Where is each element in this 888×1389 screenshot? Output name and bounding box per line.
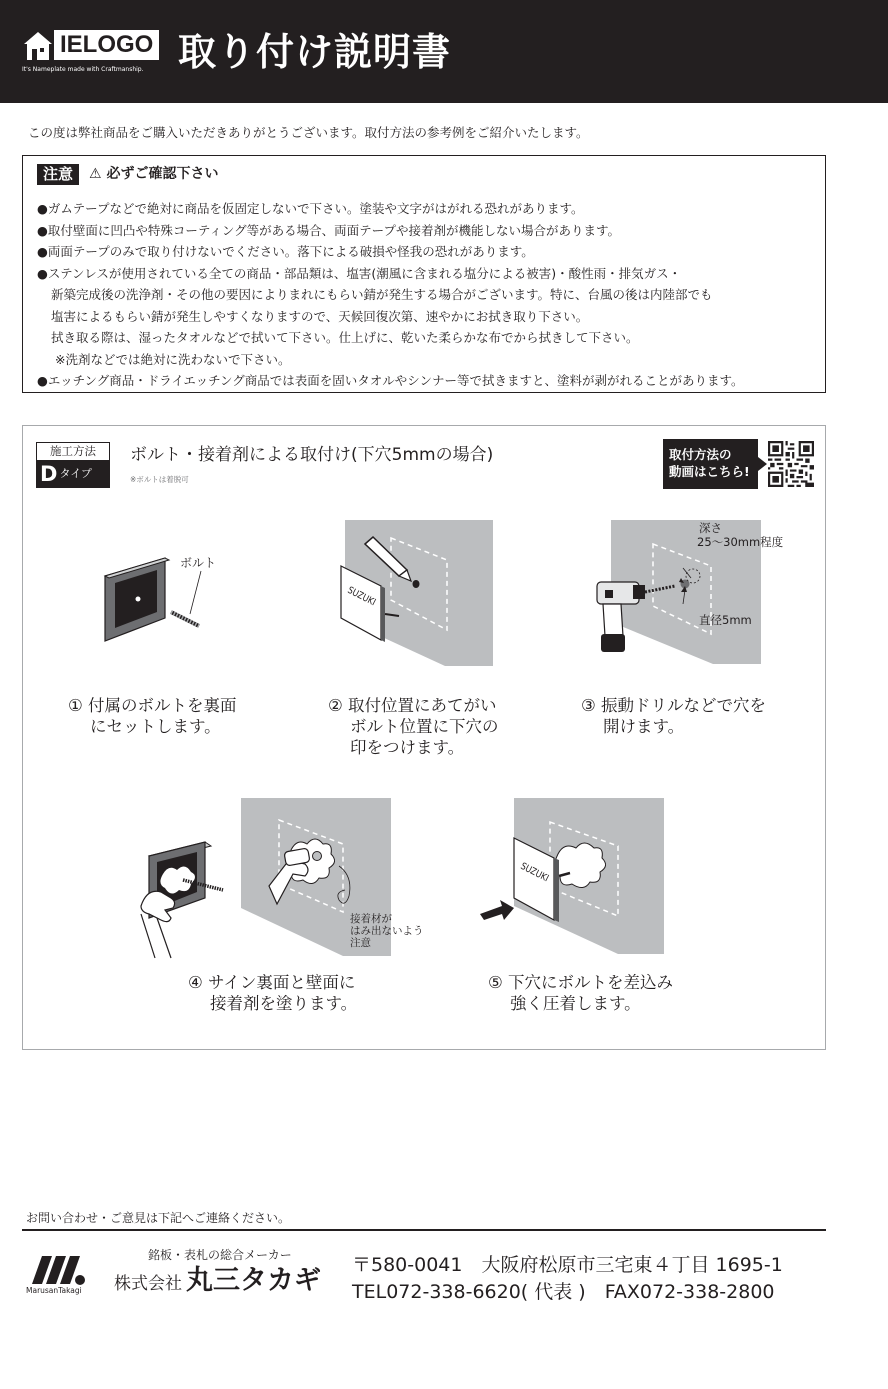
step4-illustration [133, 796, 423, 961]
intro-text: この度は弊社商品をご購入いただきありがとうございます。取付方法の参考例をご紹介いたします。 [28, 125, 589, 140]
method-type-suffix: タイプ [59, 467, 92, 480]
method-subtitle: ※ボルトは着脱可 [130, 475, 189, 484]
step1-illustration [93, 546, 243, 646]
step5-illustration [478, 796, 668, 956]
bolt-icon [171, 612, 199, 626]
list-item: ●ステンレスが使用されている全ての商品・部品類は、塩害(潮風に含まれる塩分による被害)・酸性雨・排気ガス・ [37, 265, 682, 281]
step-1-text [68, 695, 237, 737]
list-item: ●ガムテープなどで絶対に商品を仮固定しないで下さい。塗装や文字がはがれる恐れがあります。 [37, 201, 584, 216]
logo-wordmark: IELOGO [54, 30, 159, 60]
bolt-label: ボルト [180, 556, 217, 570]
qr-code-icon[interactable] [768, 441, 814, 487]
list-item: ●取付壁面に凹凸や特殊コーティング等がある場合、両面テープや接着剤が機能しない場合があります。 [37, 222, 621, 238]
video-link-button[interactable] [663, 439, 758, 489]
step3-illustration [583, 514, 793, 668]
contact-note: お問い合わせ・ご意見は下記へご連絡ください。 [26, 1211, 291, 1225]
nameplate-text: SUZUKI [345, 585, 378, 609]
method-panel [22, 425, 826, 1050]
glue-note-1: 接着材が [350, 913, 392, 925]
company-address: 〒580-0041 大阪府松原市三宅東４丁目 1695-1 [352, 1254, 783, 1276]
list-item: 塩害によるもらい錆が発生しやすくなりますので、天候回復次第、速やかにお拭き取り下さい。 [51, 308, 589, 324]
depth-label-2: 25〜30mm程度 [697, 535, 784, 549]
footer-divider [22, 1229, 826, 1231]
list-item: ※洗剤などでは絶対に洗わないで下さい。 [55, 351, 291, 367]
step-5-text [488, 972, 673, 1014]
method-badge-type [37, 461, 109, 487]
step2-illustration [333, 518, 493, 668]
video-link-line2: 動画はこちら! [669, 464, 750, 479]
header-bar [0, 0, 888, 103]
method-title: ボルト・接着剤による取付け(下穴5mmの場合) [130, 445, 494, 465]
step-4-line2: 接着剤を塗ります。 [210, 994, 358, 1013]
step-1-line2: にセットします。 [90, 717, 221, 736]
step-2-line2: ボルト位置に下穴の [350, 717, 499, 736]
caution-label: ⚠ 必ずご確認下さい [89, 166, 219, 182]
company-name [114, 1264, 321, 1301]
step-2-line1: ② 取付位置にあてがい [328, 696, 497, 715]
list-item: 拭き取る際は、湿ったタオルなどで拭いて下さい。仕上げに、乾いた柔らかな布でから拭きして下さい。 [51, 330, 639, 345]
step-1-line1: ① 付属のボルトを裏面 [68, 696, 237, 715]
step-3-line1: ③ 振動ドリルなどで穴を [581, 696, 767, 715]
diameter-label: 直径5mm [699, 613, 752, 627]
caution-box [22, 155, 826, 393]
glue-note-3: 注意 [350, 937, 371, 949]
page-title: 取り付け説明書 [178, 30, 452, 74]
step-5-line2: 強く圧着します。 [510, 994, 641, 1013]
step-4-text [188, 972, 357, 1014]
company-phone: TEL072-338-6620( 代表 ) FAX072-338-2800 [352, 1281, 775, 1303]
step-2-line3: 印をつけます。 [350, 738, 465, 757]
company-prefix: 株式会社 [114, 1274, 182, 1294]
step-4-line1: ④ サイン裏面と壁面に [188, 973, 356, 992]
step-5-line1: ⑤ 下穴にボルトを差込み [488, 973, 674, 992]
method-badge [36, 442, 110, 488]
method-badge-top: 施工方法 [37, 443, 109, 461]
caution-list [37, 198, 743, 392]
arrow-right-icon [480, 900, 514, 920]
company-tagline: 銘板・表札の総合メーカー [148, 1248, 292, 1262]
step-2-text [328, 695, 499, 758]
logo-tagline: It's Nameplate made with Craftmanship. [22, 66, 144, 73]
nameplate-text-2: SUZUKI [518, 861, 551, 885]
glue-note-2: はみ出ないよう [350, 925, 423, 937]
video-link-line1: 取付方法の [669, 447, 732, 462]
list-item: ●両面テープのみで取り付けないでください。落下による破損や怪我の恐れがあります。 [37, 244, 534, 259]
caution-header [37, 164, 218, 185]
company-name-main: 丸三タカギ [186, 1265, 321, 1296]
method-type-letter: D [40, 462, 58, 486]
depth-label-1: 深さ [699, 521, 722, 535]
list-item: 新築完成後の洗浄剤・その他の要因によりまれにもらい錆が発生する場合がございます。特に、台風の後は内陸部でも [51, 287, 713, 302]
step-3-text [581, 695, 766, 737]
caution-badge: 注意 [37, 164, 79, 185]
step-3-line2: 開けます。 [603, 717, 685, 736]
company-mark-name: MarusanTakagi [26, 1286, 82, 1295]
list-item: ●エッチング商品・ドライエッチング商品では表面を固いタオルやシンナー等で拭きますと、塗料が剥がれることがあります。 [37, 373, 744, 388]
